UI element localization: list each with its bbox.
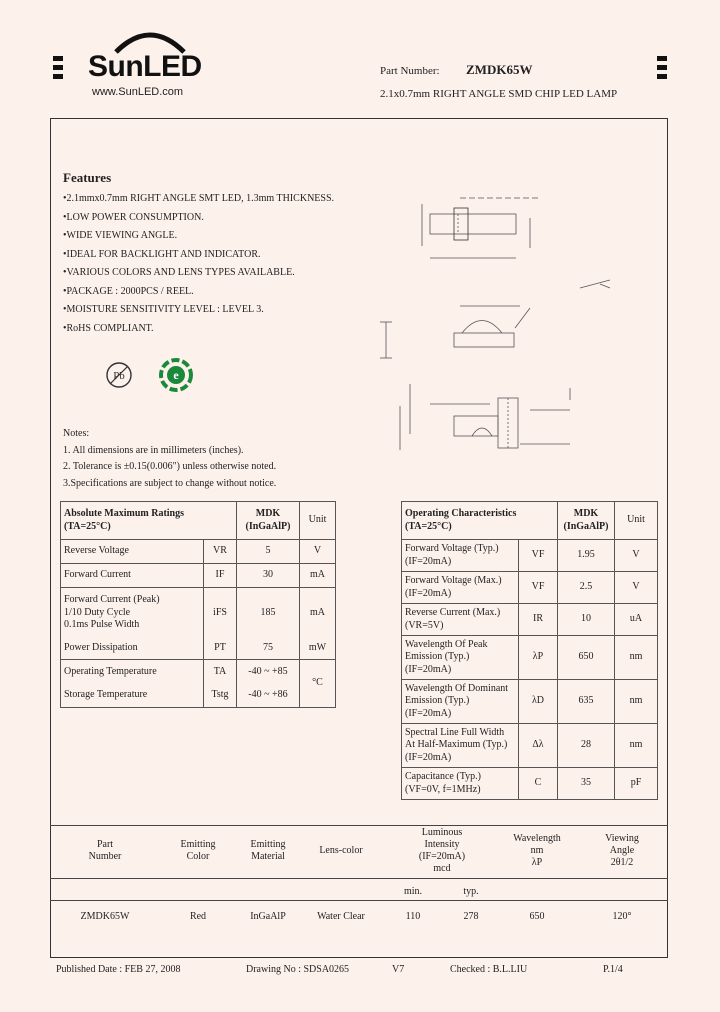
corner-mark (657, 56, 667, 61)
operating-characteristics-table: Operating Characteristics (TA=25°C) MDK (InGaAlP) Unit Forward Voltage (Typ.) (IF=20mA) VF 1.95 V Forward Voltage (Max.) (IF=20mA) VF 2.5 V Reverse Current (Max.) (VR=5V) IR 10 uA Wavelength Of Peak Emission (Typ.) (IF=20mA) λP 650 nm Wavelength Of Dominant Emission (Typ.) (IF=20mA) λD 635 nm Spectral Line Full Width At Half-Maximum (Typ.) (IF=20mA) Δλ 28 nm Capacitance (Typ.) (VF=0V, f=1MHz) C 35 pF (401, 501, 658, 800)
product-subtitle: 2.1x0.7mm RIGHT ANGLE SMD CHIP LED LAMP (380, 88, 618, 100)
notes-title: Notes: (63, 428, 90, 439)
svg-text:Pb: Pb (113, 370, 125, 382)
min-label: min. (403, 886, 423, 897)
corner-mark (53, 65, 63, 70)
corner-mark (657, 65, 667, 70)
corner-mark (53, 56, 63, 61)
table-row: Reverse Current (Max.) (VR=5V) IR 10 uA (402, 604, 658, 636)
corner-mark (657, 74, 667, 79)
list-item: •IDEAL FOR BACKLIGHT AND INDICATOR. (63, 248, 261, 260)
note-item: 3.Specifications are subject to change without notice. (63, 477, 277, 489)
part-number: ZMDK65W (466, 62, 533, 77)
list-item: •RoHS COMPLIANT. (63, 322, 154, 334)
table-row: Wavelength Of Peak Emission (Typ.) (IF=20mA) λP 650 nm (402, 636, 658, 680)
table-row: Power Dissipation PT 75 mW (61, 638, 336, 660)
features-title: Features (63, 170, 112, 185)
features-list (63, 190, 383, 338)
corner-mark (53, 74, 63, 79)
list-item: •2.1mmx0.7mm RIGHT ANGLE SMT LED, 1.3mm THICKNESS. (63, 193, 335, 204)
list-item: •VARIOUS COLORS AND LENS TYPES AVAILABLE. (63, 267, 295, 278)
checked-by: Checked : B.L.LIU (450, 964, 528, 975)
list-item: •PACKAGE : 2000PCS / REEL. (63, 285, 194, 297)
divider (50, 825, 668, 826)
part-number-label: Part Number: (380, 65, 440, 77)
published-date: Published Date : FEB 27, 2008 (56, 964, 181, 975)
svg-text:e: e (173, 368, 179, 382)
version: V7 (392, 964, 405, 975)
col-viewing-angle: Viewing Angle 2θ1/2 (605, 833, 639, 868)
table-row: Operating Temperature TA -40 ~ +85 °C (61, 660, 336, 684)
table-row: Forward Current IF 30 mA (61, 564, 336, 588)
table-row: Reverse Voltage VR 5 V (61, 540, 336, 564)
col-luminous-intensity: Luminous Intensity (IF=20mA) mcd (418, 827, 466, 874)
list-item: •MOISTURE SENSITIVITY LEVEL : LEVEL 3. (63, 304, 264, 315)
col-part-number: Part Number (88, 839, 122, 862)
page-number: P.1/4 (603, 964, 623, 975)
rohs-e-icon (158, 357, 194, 393)
col-emitting-material: Emitting Material (250, 839, 286, 862)
list-item: •LOW POWER CONSUMPTION. (63, 211, 204, 223)
logo: SunLED (88, 50, 202, 83)
pb-free-icon (104, 360, 134, 390)
note-item: 1. All dimensions are in millimeters (inches). (63, 444, 244, 456)
table-row: Forward Current (Peak) 1/10 Duty Cycle 0.1ms Pulse Width iFS 185 mA (61, 588, 336, 638)
table-row: Storage Temperature Tstg -40 ~ +86 (61, 684, 336, 708)
drawing-number: Drawing No : SDSA0265 (246, 964, 350, 975)
table-row: Capacitance (Typ.) (VF=0V, f=1MHz) C 35 pF (402, 768, 658, 800)
note-item: 2. Tolerance is ±0.15(0.006") unless otherwise noted. (63, 461, 277, 472)
typ-label: typ. (463, 886, 479, 897)
notes (63, 426, 276, 492)
table-row: Forward Voltage (Typ.) (IF=20mA) VF 1.95 V (402, 540, 658, 572)
col-emitting-color: Emitting Color (180, 839, 216, 862)
package-dimension-drawing (370, 188, 660, 468)
col-lens-color: Lens-color (319, 845, 363, 856)
divider (50, 900, 668, 901)
logo-url[interactable]: www.SunLED.com (92, 86, 184, 98)
col-wavelength: Wavelength nm λP (513, 833, 561, 868)
table-row: Forward Voltage (Max.) (IF=20mA) VF 2.5 V (402, 572, 658, 604)
list-item: •WIDE VIEWING ANGLE. (63, 230, 178, 241)
table-row: Spectral Line Full Width At Half-Maximum (Typ.) (IF=20mA) Δλ 28 nm (402, 724, 658, 768)
absolute-max-table: Absolute Maximum Ratings (TA=25°C) MDK (InGaAlP) Unit Reverse Voltage VR 5 V Forward Current IF 30 mA Forward Current (Peak) 1/10 Duty Cycle 0.1ms Pulse Width iFS 185 mA Power Dissipation PT 75 mW Operating Temperature TA -40 ~ +85 °C Storage Temperature Tstg -40 ~ +86 (60, 501, 336, 708)
divider (50, 878, 668, 879)
table-row: Wavelength Of Dominant Emission (Typ.) (IF=20mA) λD 635 nm (402, 680, 658, 724)
